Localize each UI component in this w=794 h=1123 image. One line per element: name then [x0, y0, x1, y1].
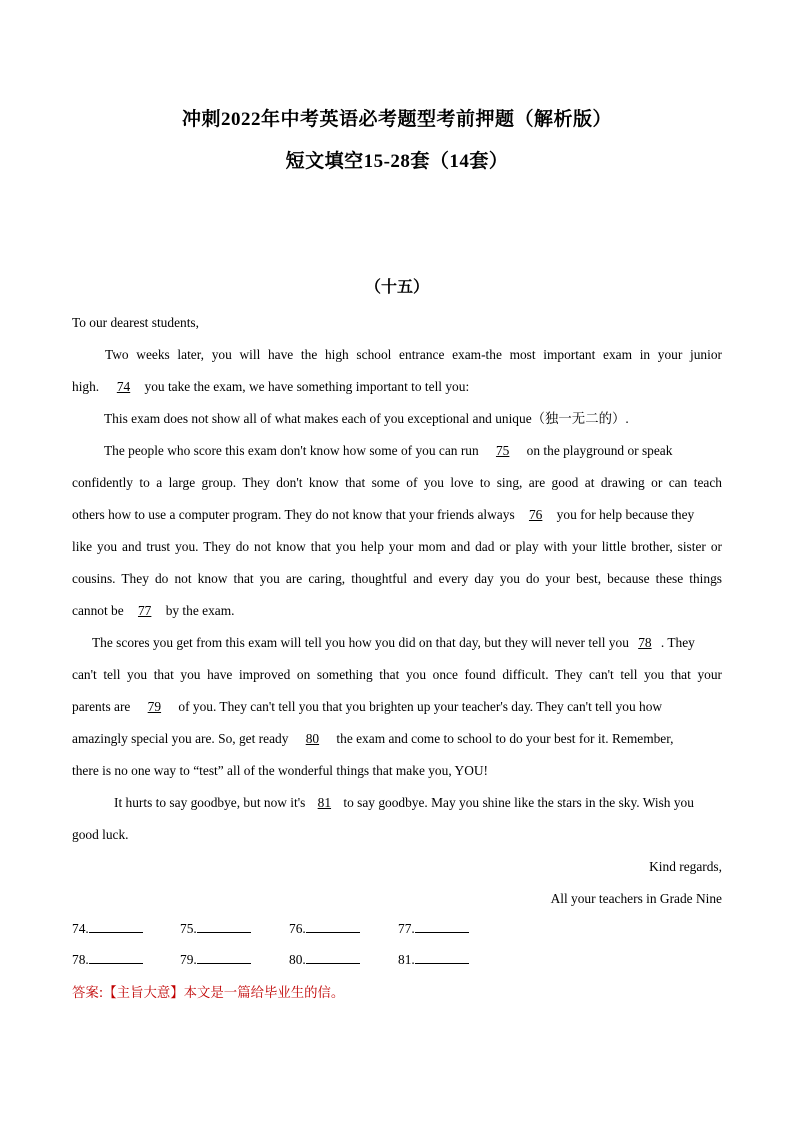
text-run: The people who score this exam don't know how some of you can run — [104, 443, 479, 458]
paragraph-line — [72, 601, 234, 621]
answer-number: 76. — [289, 921, 306, 936]
paragraph-line: like you and trust you. They do not know that you help your mom and dad or play with your little brother, sister or — [72, 539, 722, 554]
answer-sheet-row — [72, 919, 722, 939]
answer-prefix: 答案: — [72, 986, 104, 1001]
text-run: high. — [72, 379, 103, 394]
paragraph-line — [72, 697, 662, 717]
blank-78: 78 — [638, 635, 652, 650]
blank-79: 79 — [147, 699, 162, 714]
blank-80: 80 — [305, 731, 320, 746]
paragraph-line: This exam does not show all of what makes each of you exceptional and unique（独一无二的）. — [104, 411, 629, 426]
answer-summary — [72, 982, 344, 1001]
text-run: you take the exam, we have something important to tell you: — [144, 379, 470, 394]
paragraph-line — [72, 729, 674, 749]
answer-number: 80. — [289, 952, 306, 967]
answer-blank[interactable] — [72, 919, 143, 939]
blank-77: 77 — [137, 603, 152, 618]
signature: All your teachers in Grade Nine — [550, 891, 722, 906]
text-run: . They — [660, 635, 695, 650]
page-title: 冲刺2022年中考英语必考题型考前押题（解析版） — [181, 109, 612, 130]
answer-text: 本文是一篇给毕业生的信。 — [183, 986, 345, 1001]
blank-76: 76 — [528, 507, 543, 522]
answer-blank[interactable] — [398, 950, 469, 970]
salutation: To our dearest students, — [72, 315, 199, 330]
answer-blank[interactable] — [289, 950, 360, 970]
answer-blank[interactable] — [398, 919, 469, 939]
text-run: The scores you get from this exam will tell you how you did on that day, but they will never tell you — [92, 635, 629, 650]
answer-blank[interactable] — [72, 950, 143, 970]
text-run: to say goodbye. May you shine like the stars in the sky. Wish you — [343, 795, 694, 810]
paragraph-line: confidently to a large group. They don't know that some of you love to sing, are good at drawing or can teach — [72, 475, 722, 490]
page-subtitle: 短文填空15-28套（14套） — [285, 151, 509, 172]
paragraph-line — [72, 505, 694, 525]
answer-number: 75. — [180, 921, 197, 936]
text-run: It hurts to say goodbye, but now it's — [114, 795, 306, 810]
answer-tag: 【主旨大意】 — [103, 986, 184, 1001]
text-run: cannot be — [72, 603, 124, 618]
blank-75: 75 — [495, 443, 510, 458]
paragraph-line — [104, 441, 672, 461]
paragraph-line — [92, 633, 695, 653]
section-label: （十五） — [364, 279, 429, 296]
text-run: of you. They can't tell you that you brighten up your teacher's day. They can't tell you how — [178, 699, 663, 714]
answer-number: 78. — [72, 952, 89, 967]
answer-sheet-row — [72, 950, 722, 970]
paragraph-line: there is no one way to “test” all of the wonderful things that make you, YOU! — [72, 763, 488, 778]
answer-blank[interactable] — [289, 919, 360, 939]
blank-74: 74 — [116, 379, 131, 394]
answer-number: 74. — [72, 921, 89, 936]
blank-81: 81 — [317, 795, 332, 810]
answer-number: 79. — [180, 952, 197, 967]
answer-number: 77. — [398, 921, 415, 936]
text-run: amazingly special you are. So, get ready — [72, 731, 289, 746]
answer-number: 81. — [398, 952, 415, 967]
paragraph-line — [114, 793, 694, 813]
text-run: parents are — [72, 699, 131, 714]
paragraph-line: cousins. They do not know that you are caring, thoughtful and every day you do your best, because these things — [72, 571, 722, 586]
paragraph-line: can't tell you that you have improved on something that you once found difficult. They can't tell you that your — [72, 667, 722, 682]
text-run: the exam and come to school to do your best for it. Remember, — [336, 731, 674, 746]
paragraph-line — [72, 377, 469, 397]
text-run: others how to use a computer program. They do not know that your friends always — [72, 507, 515, 522]
paragraph-line: Two weeks later, you will have the high school entrance exam-the most important exam in your junior — [105, 347, 722, 362]
closing: Kind regards, — [649, 859, 722, 874]
paragraph-line: good luck. — [72, 827, 129, 842]
text-run: you for help because they — [556, 507, 695, 522]
answer-blank[interactable] — [180, 919, 251, 939]
text-run: on the playground or speak — [526, 443, 673, 458]
text-run: by the exam. — [165, 603, 235, 618]
answer-blank[interactable] — [180, 950, 251, 970]
